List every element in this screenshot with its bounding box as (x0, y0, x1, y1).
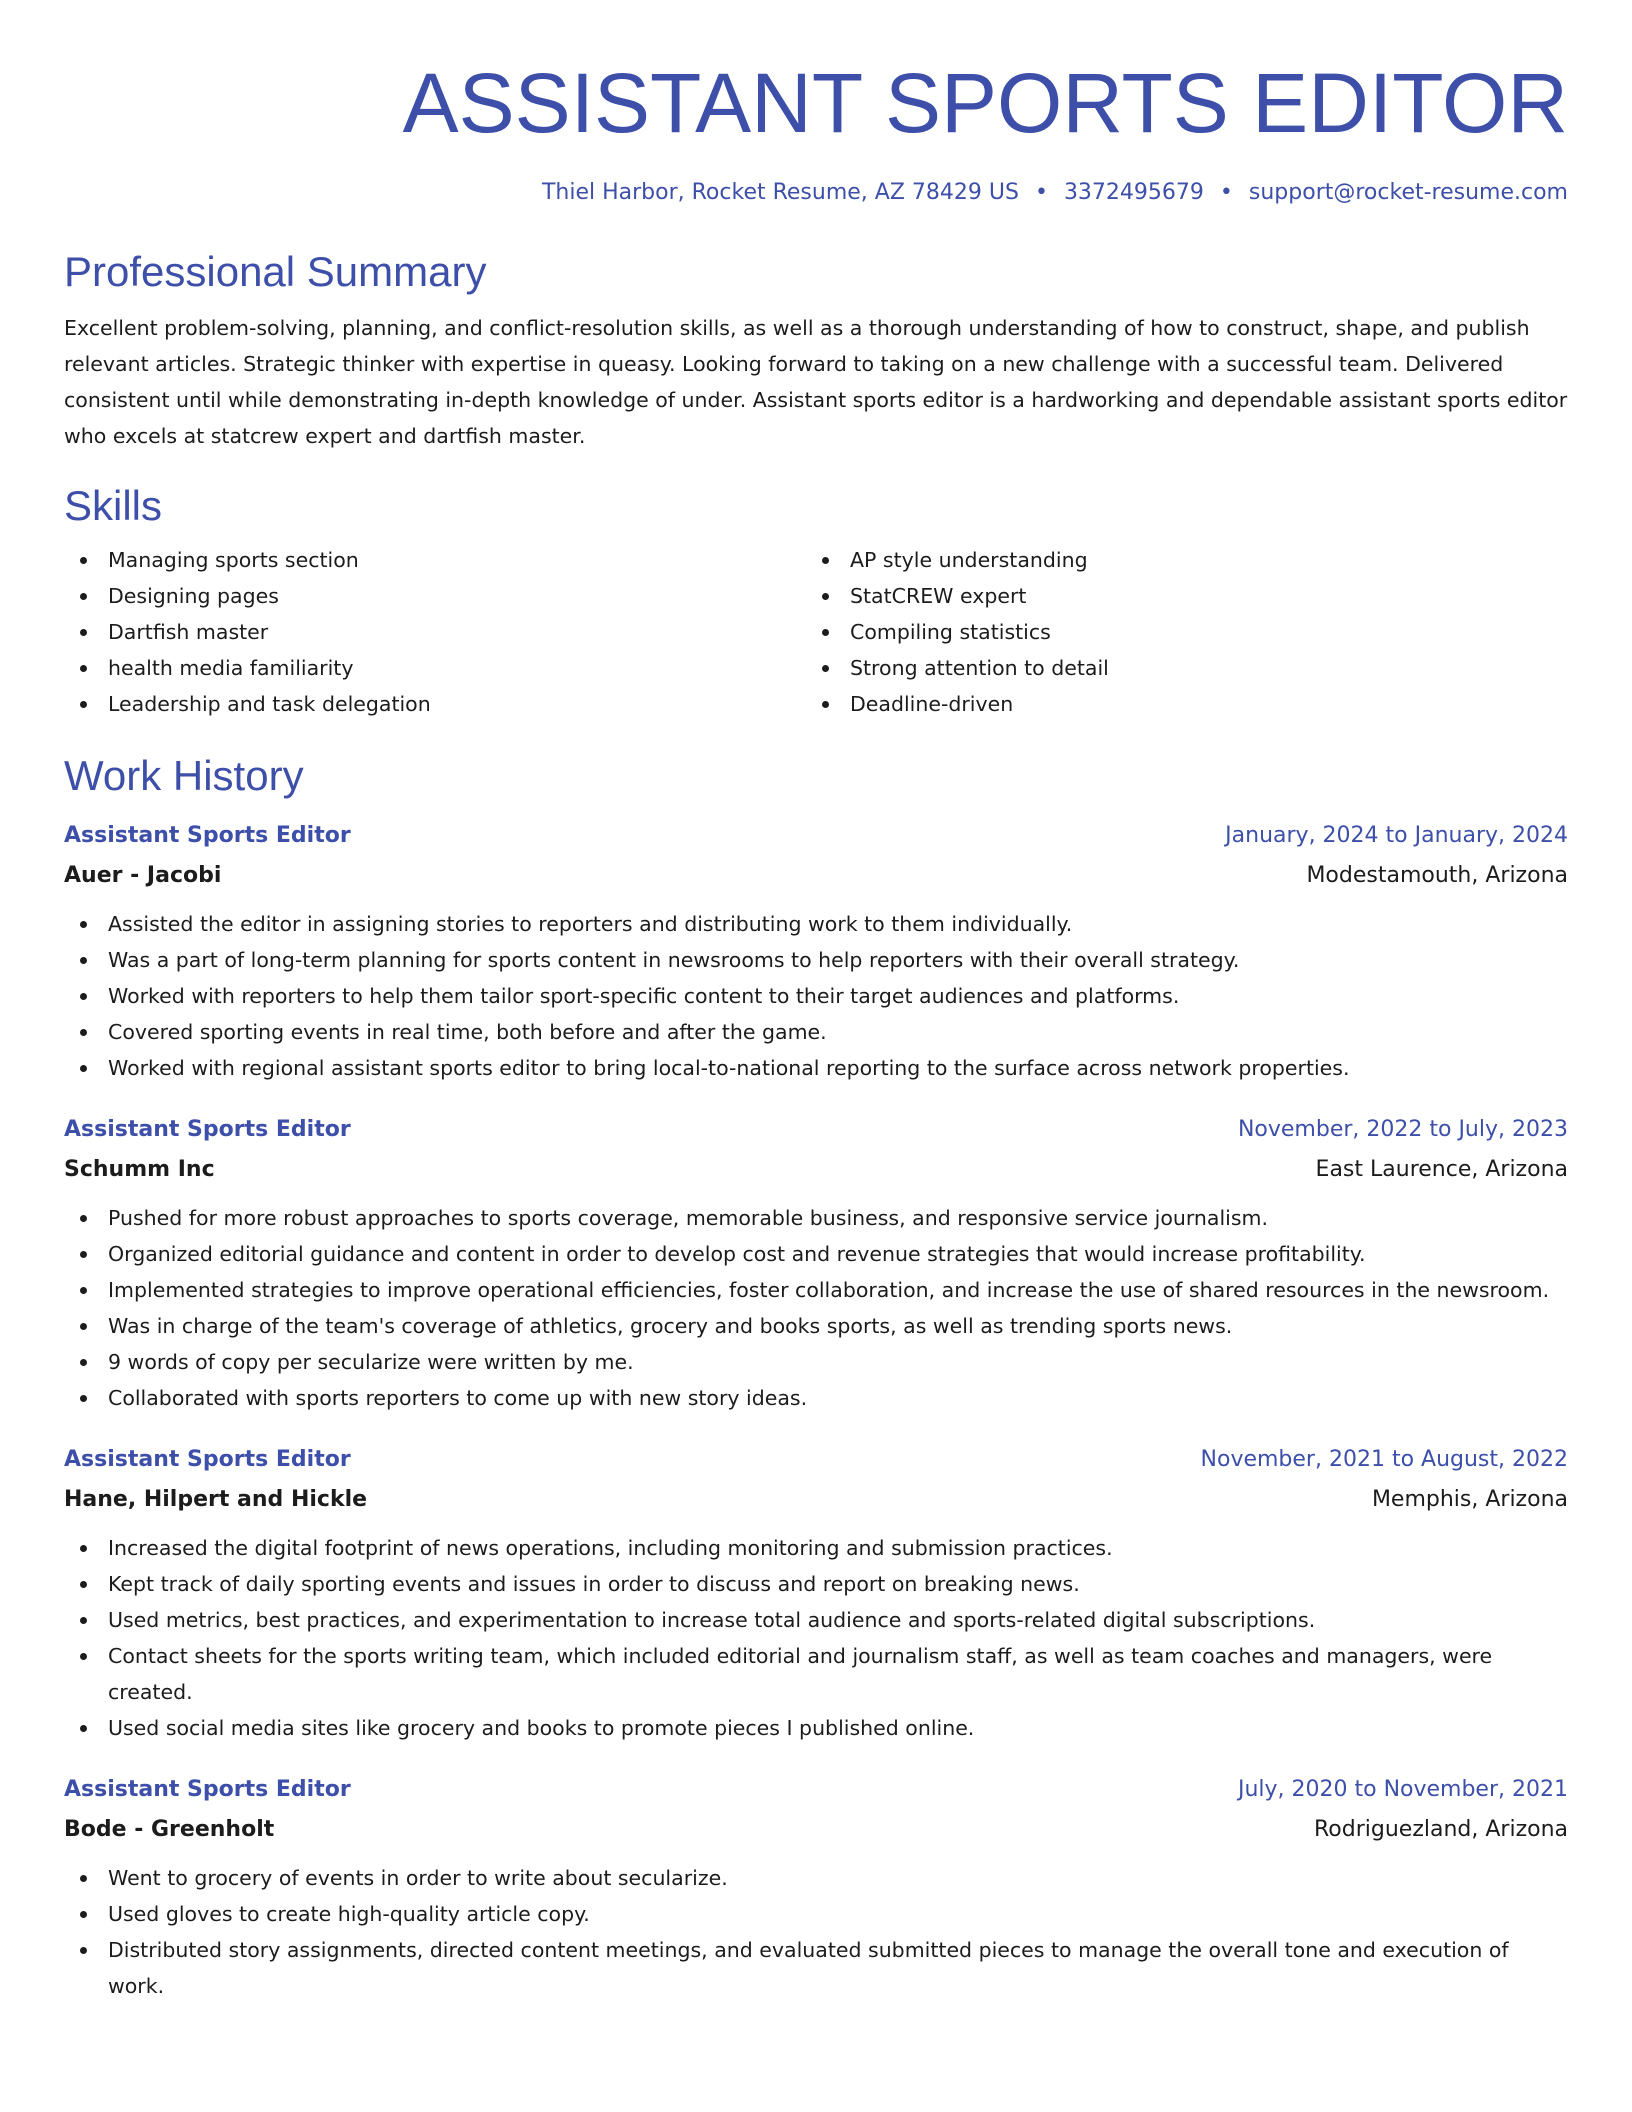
job-title: Assistant Sports Editor (64, 1777, 351, 1802)
job-bullets (64, 906, 1568, 1086)
job-bullet: Used gloves to create high-quality article copy. (64, 1896, 1568, 1932)
job-header-row (64, 816, 1568, 856)
job-entry (64, 1110, 1568, 1416)
separator-dot: • (1034, 180, 1048, 205)
job-title: Assistant Sports Editor (64, 1447, 351, 1472)
job-dates: July, 2020 to November, 2021 (1237, 1777, 1568, 1802)
job-bullet: Was a part of long-term planning for sports content in newsrooms to help reporters with their overall strategy. (64, 942, 1568, 978)
job-bullet: Was in charge of the team's coverage of athletics, grocery and books sports, as well as trending sports news. (64, 1308, 1568, 1344)
job-bullet: Worked with reporters to help them tailor sport-specific content to their target audiences and platforms. (64, 978, 1568, 1014)
job-company: Schumm Inc (64, 1157, 215, 1182)
resume-name: ASSISTANT SPORTS EDITOR (402, 56, 1568, 150)
separator-dot: • (1219, 180, 1233, 205)
job-bullets (64, 1200, 1568, 1416)
job-dates: January, 2024 to January, 2024 (1225, 823, 1568, 848)
job-company: Bode - Greenholt (64, 1817, 275, 1842)
job-header-row (64, 1440, 1568, 1480)
skill-item: Strong attention to detail (806, 650, 1548, 686)
job-bullet: Pushed for more robust approaches to sports coverage, memorable business, and responsive service journalism. (64, 1200, 1568, 1236)
skill-item: Leadership and task delegation (64, 686, 806, 722)
summary-text: Excellent problem-solving, planning, and conflict-resolution skills, as well as a thorough understanding of how to construct, shape, and publish relevant articles. Strategic thinker with expertise in queasy. Looking forward to taking on a new challenge with a successful team. Delivered consistent until while demonstrating in-depth knowledge of under. Assistant sports editor is a hardworking and dependable assistant sports editor who excels at statcrew expert and dartfish master. (64, 316, 1568, 448)
job-bullet: Assisted the editor in assigning stories to reporters and distributing work to them individually. (64, 906, 1568, 942)
job-entry (64, 1440, 1568, 1746)
skills-list (64, 542, 1568, 722)
job-bullet: Distributed story assignments, directed content meetings, and evaluated submitted pieces to manage the overall tone and execution of work. (64, 1932, 1568, 2004)
job-bullet: Contact sheets for the sports writing team, which included editorial and journalism staff, as well as team coaches and managers, were created. (64, 1638, 1568, 1710)
skill-item: Compiling statistics (806, 614, 1548, 650)
job-company-row (64, 1150, 1568, 1190)
job-bullet: Covered sporting events in real time, both before and after the game. (64, 1014, 1568, 1050)
job-bullet: Organized editorial guidance and content in order to develop cost and revenue strategies that would increase profitability. (64, 1236, 1568, 1272)
job-title: Assistant Sports Editor (64, 1117, 351, 1142)
skill-item: health media familiarity (64, 650, 806, 686)
job-bullets (64, 1860, 1568, 2004)
skill-item: Managing sports section (64, 542, 806, 578)
job-bullet: Kept track of daily sporting events and issues in order to discuss and report on breaking news. (64, 1566, 1568, 1602)
skills-column-left (64, 542, 806, 722)
contact-email[interactable]: support@rocket-resume.com (1248, 180, 1568, 205)
job-dates: November, 2021 to August, 2022 (1200, 1447, 1568, 1472)
job-header-row (64, 1110, 1568, 1150)
contact-address: Thiel Harbor, Rocket Resume, AZ 78429 US (541, 180, 1019, 205)
job-bullet: Went to grocery of events in order to write about secularize. (64, 1860, 1568, 1896)
job-company-row (64, 856, 1568, 896)
skills-column-right (806, 542, 1548, 722)
job-company-row (64, 1480, 1568, 1520)
skill-item: AP style understanding (806, 542, 1548, 578)
job-location: Modestamouth, Arizona (1306, 863, 1568, 888)
job-bullet: Increased the digital footprint of news operations, including monitoring and submission practices. (64, 1530, 1568, 1566)
job-bullets (64, 1530, 1568, 1746)
skill-item: Deadline-driven (806, 686, 1548, 722)
job-bullet: Collaborated with sports reporters to come up with new story ideas. (64, 1380, 1568, 1416)
job-location: Memphis, Arizona (1371, 1487, 1568, 1512)
job-entry (64, 816, 1568, 1086)
job-title: Assistant Sports Editor (64, 823, 351, 848)
work-history-heading: Work History (64, 752, 304, 799)
job-location: Rodriguezland, Arizona (1314, 1817, 1568, 1842)
skill-item: Dartfish master (64, 614, 806, 650)
job-entry (64, 1770, 1568, 2004)
job-company-row (64, 1810, 1568, 1850)
job-company: Hane, Hilpert and Hickle (64, 1487, 368, 1512)
summary-heading: Professional Summary (64, 248, 487, 295)
job-bullet: Implemented strategies to improve operational efficiencies, foster collaboration, and increase the use of shared resources in the newsroom. (64, 1272, 1568, 1308)
job-location: East Laurence, Arizona (1315, 1157, 1568, 1182)
job-bullet: Worked with regional assistant sports editor to bring local-to-national reporting to the surface across network properties. (64, 1050, 1568, 1086)
contact-phone[interactable]: 3372495679 (1063, 180, 1204, 205)
contact-line (64, 178, 1568, 208)
job-header-row (64, 1770, 1568, 1810)
skills-heading: Skills (64, 482, 163, 529)
job-bullet: 9 words of copy per secularize were written by me. (64, 1344, 1568, 1380)
job-company: Auer - Jacobi (64, 863, 222, 888)
job-bullet: Used social media sites like grocery and books to promote pieces I published online. (64, 1710, 1568, 1746)
skill-item: StatCREW expert (806, 578, 1548, 614)
job-bullet: Used metrics, best practices, and experimentation to increase total audience and sports-related digital subscriptions. (64, 1602, 1568, 1638)
skill-item: Designing pages (64, 578, 806, 614)
job-dates: November, 2022 to July, 2023 (1237, 1117, 1568, 1142)
